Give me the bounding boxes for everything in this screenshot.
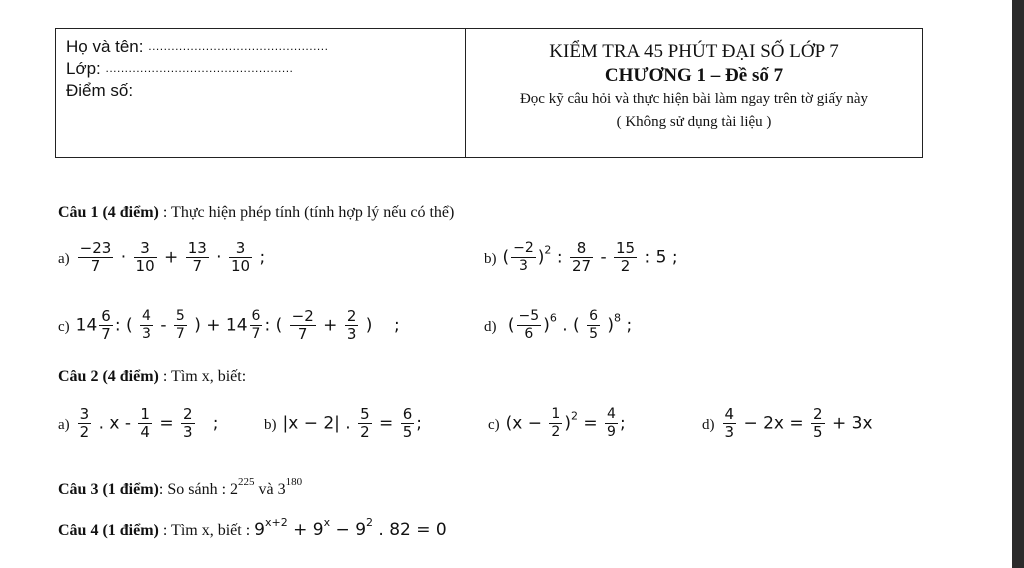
q2-d: d) $\frac{4}{3}$ − 2x = $\frac{2}{5}$ + 3x bbox=[702, 405, 873, 441]
q3-base1: 2 bbox=[230, 481, 239, 498]
q3-line bbox=[58, 476, 302, 499]
q1-heading bbox=[58, 204, 454, 222]
q1-c: c) 14 $\frac{6}{7}$ : ( $\frac{4}{3}$ - $\frac{5}{7}$ ) + 14 $\frac{6}{7}$ : ( $\frac{-2}{7}$ + $\frac{2}{3}$ ) ; bbox=[58, 307, 400, 343]
header-box bbox=[55, 28, 923, 158]
q4-points: (1 điểm) bbox=[102, 522, 159, 539]
q2-c: c) (x − $\frac{1}{2}$ )$^2$ = $\frac{4}{9}$ ; bbox=[488, 406, 626, 440]
exam-note: ( Không sử dụng tài liệu ) bbox=[616, 114, 772, 130]
q3-and: và bbox=[258, 481, 274, 498]
class-row bbox=[66, 59, 293, 78]
q4-line bbox=[58, 516, 447, 540]
q3-exp2: 180 bbox=[285, 476, 303, 488]
exam-subtitle: CHƯƠNG 1 – Đề số 7 bbox=[604, 65, 784, 86]
name-row bbox=[66, 37, 328, 56]
q1-label: Câu 1 bbox=[58, 204, 99, 221]
q2-label: Câu 2 bbox=[58, 368, 99, 385]
q4-equation: $9^{x+2} + 9^x - 9^2$ . 82 = 0 bbox=[254, 516, 447, 540]
q3-exp1: 225 bbox=[238, 476, 255, 488]
class-dots: ................................................. bbox=[105, 61, 294, 75]
q1-text: : Thực hiện phép tính (tính hợp lý nếu có thể) bbox=[162, 204, 455, 221]
q1-c-label: c) bbox=[58, 318, 70, 335]
score-row bbox=[66, 81, 133, 100]
q2-points: (4 điểm) bbox=[102, 368, 159, 385]
q2-text: : Tìm x, biết: bbox=[162, 368, 247, 385]
q1-d-label: d) bbox=[484, 318, 497, 335]
q2-b: b) |x − 2| . $\frac{5}{2}$ = $\frac{6}{5}$ ; bbox=[264, 405, 422, 441]
exam-instruction: Đọc kỹ câu hỏi và thực hiện bài làm ngay trên tờ giấy này bbox=[519, 91, 869, 107]
class-label: Lớp: bbox=[66, 59, 101, 78]
q2-d-label: d) bbox=[702, 416, 715, 433]
name-label: Họ và tên: bbox=[66, 37, 144, 56]
q1-b: b) ( $\frac{-2}{3}$ )$^2$ : $\frac{8}{27}$ - $\frac{15}{2}$ : 5 ; bbox=[484, 239, 678, 275]
exam-title: KIỂM TRA 45 PHÚT ĐẠI SỐ LỚP 7 bbox=[549, 41, 839, 62]
q2-b-label: b) bbox=[264, 416, 277, 433]
q1-points: (4 điểm) bbox=[102, 204, 159, 221]
window-edge-bar bbox=[1012, 0, 1024, 568]
student-info-cell bbox=[56, 29, 466, 157]
q1-d: d) ( $\frac{-5}{6}$ )$^6$ . ( $\frac{6}{5}$ )$^8$ ; bbox=[484, 308, 633, 342]
q2-c-label: c) bbox=[488, 416, 500, 433]
q1-a: a) $\frac{-23}{7}$ · $\frac{3}{10}$ + $\frac{13}{7}$ · $\frac{3}{10}$ ; bbox=[58, 239, 266, 275]
q2-a-label: a) bbox=[58, 416, 70, 433]
q1-b-label: b) bbox=[484, 250, 497, 267]
q2-a: a) $\frac{3}{2}$ . x - $\frac{1}{4}$ = $\frac{2}{3}$ ; bbox=[58, 405, 219, 441]
q4-label: Câu 4 bbox=[58, 522, 99, 539]
q2-heading bbox=[58, 368, 246, 386]
q3-text: : So sánh : bbox=[158, 481, 231, 498]
q3-points: (1 điểm) bbox=[102, 481, 159, 498]
q4-text: : Tìm x, biết : bbox=[162, 522, 251, 539]
q3-base2: 3 bbox=[277, 481, 286, 498]
q1-a-label: a) bbox=[58, 250, 70, 267]
score-label: Điểm số: bbox=[66, 81, 134, 100]
name-dots: ............................................... bbox=[148, 39, 329, 53]
exam-title-cell bbox=[466, 29, 922, 157]
q3-label: Câu 3 bbox=[58, 481, 99, 498]
